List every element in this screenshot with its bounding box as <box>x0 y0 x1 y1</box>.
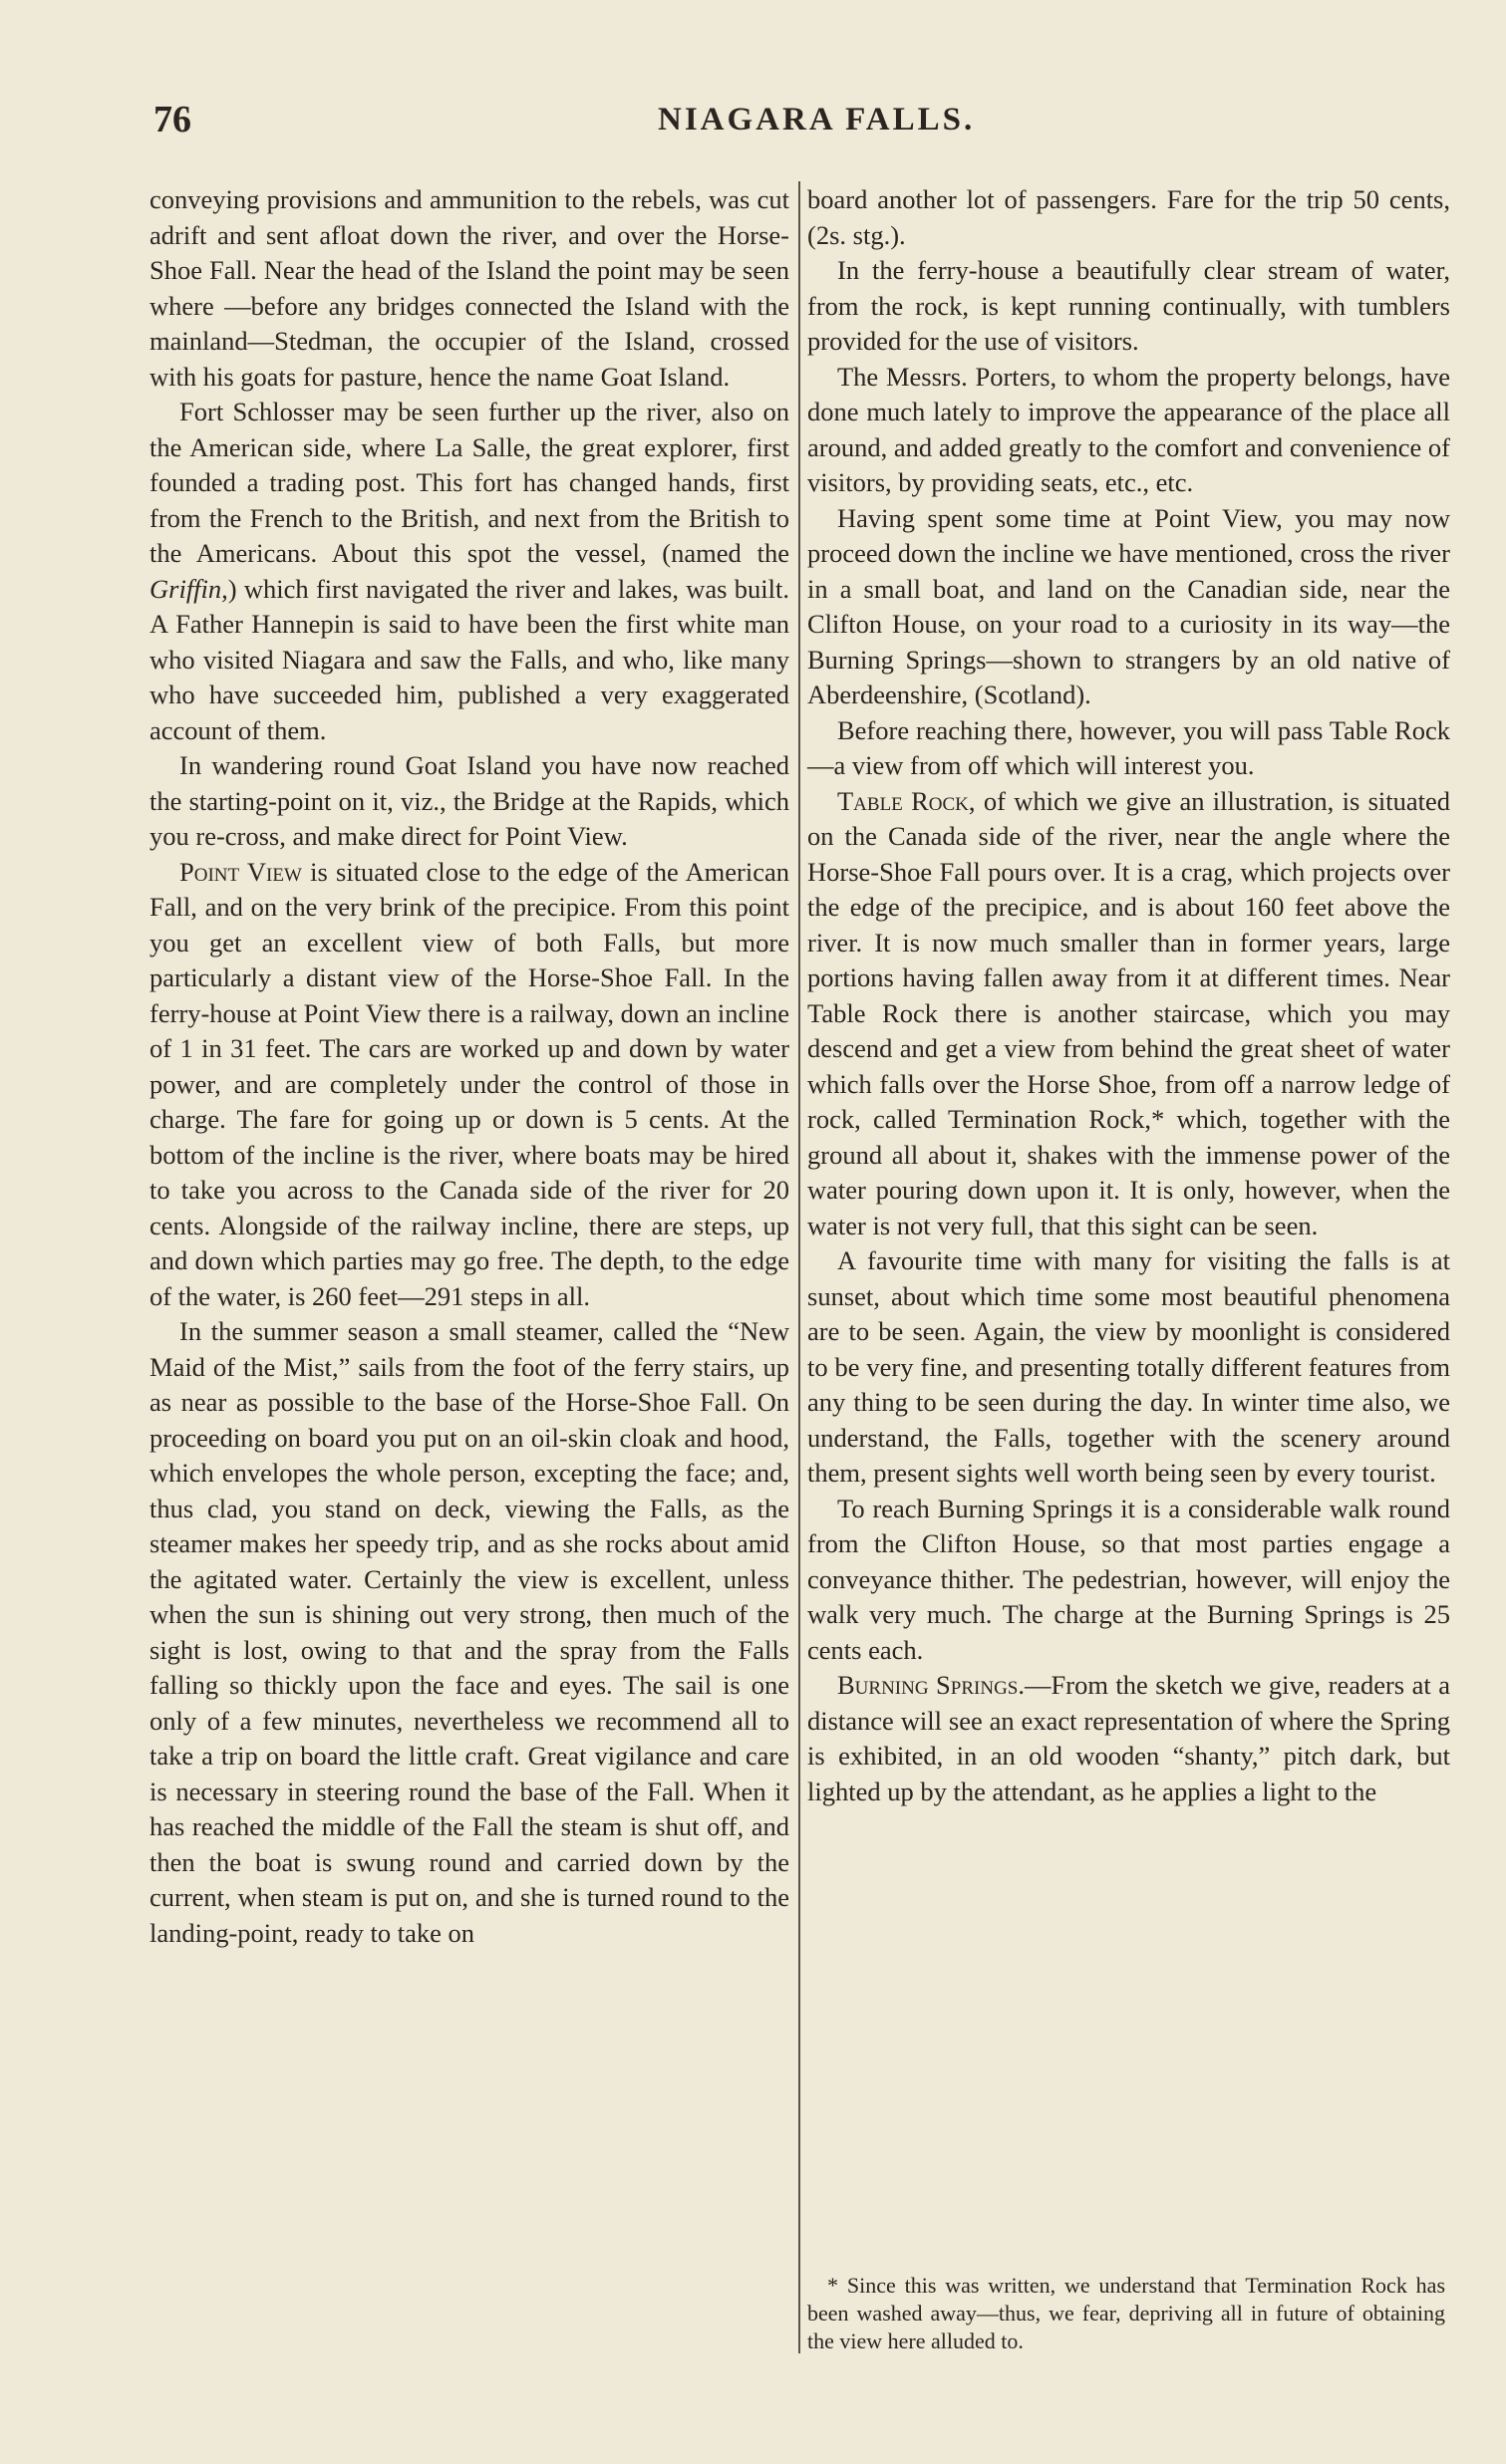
ship-name: Griffin, <box>150 573 228 604</box>
paragraph: conveying provisions and ammunition to the rebels, was cut adrift and sent afloat down the river, and over the Horse-Shoe Fall. Near the head of the Island the point may be seen where —before any bridges connected the Island with the mainland—Stedman, the occupier of the Island, crossed with his goats for pasture, hence the name Goat Island. <box>150 184 789 392</box>
section-heading: Table Rock, <box>837 785 976 816</box>
paragraph: Before reaching there, however, you will pass Table Rock—a view from off which will interest you. <box>807 714 1450 780</box>
section-heading: Burning Springs. <box>837 1670 1025 1700</box>
paragraph: To reach Burning Springs it is a considerable walk round from the Clifton House, so that most parties engage a conveyance thither. The pedestrian, however, will enjoy the walk very much. The charge at the Burning Springs is 25 cents each. <box>807 1493 1450 1665</box>
paragraph: In the summer season a small steamer, called the “New Maid of the Mist,” sails from the foot of the ferry stairs, up as near as possible to the base of the Horse-Shoe Fall. On proceeding on board you put on an oil-skin cloak and hood, which envelopes the whole person, excepting the face; and, thus clad, you stand on deck, viewing the Falls, as the steamer makes her speedy trip, and as she rocks about amid the agitated water. Certainly the view is excellent, unless when the sun is shining out very strong, then much of the sight is lost, owing to that and the spray from the Falls falling so thickly upon the face and eyes. The sail is one only of a few minutes, nevertheless we recommend all to take a trip on board the little craft. Great vigilance and care is necessary in steering round the base of the Fall. When it has reached the middle of the Fall the steam is shut off, and then the boat is swung round and carried down by the current, when steam is put on, and she is turned round to the landing-point, ready to take on <box>150 1316 789 1948</box>
paragraph: In the ferry-house a beautifully clear stream of water, from the rock, is kept running continually, with tumblers provided for the use of visitors. <box>807 255 1450 356</box>
footnote <box>807 2272 1445 2355</box>
paragraph: Table Rock, of which we give an illustration, is situated on the Canada side of the river, near the angle where the Horse-Shoe Fall pours over. It is a crag, which projects over the edge of the precipice, and is about 160 feet above the river. It is now much smaller than in former years, large portions having fallen away from it at different times. Near Table Rock there is another staircase, which you may descend and get a view from behind the great sheet of water which falls over the Horse Shoe, from off a narrow ledge of rock, called Termination Rock,* which, together with the ground all about it, shakes with the immense power of the water pouring down upon it. It is only, however, when the water is not very full, that this sight can be seen. <box>807 785 1450 1240</box>
footnote-text: * Since this was written, we understand that Termination Rock has been washed away—thus, we fear, depriving all in future of obtaining the view here alluded to. <box>807 2273 1445 2353</box>
page-number: 76 <box>153 99 191 140</box>
paragraph: Fort Schlosser may be seen further up the river, also on the American side, where La Salle, the great explorer, first founded a trading post. This fort has changed hands, first from the French to the British, and next from the British to the Americans. About this spot the vessel, (named the Griffin,) which first navigated the river and lakes, was built. A Father Hannepin is said to have been the first white man who visited Niagara and saw the Falls, and who, like many who have succeeded him, published a very exaggerated account of them. <box>150 397 789 745</box>
left-column <box>150 182 789 1951</box>
paragraph: A favourite time with many for visiting the falls is at sunset, about which time some most beautiful phenomena are to be seen. Again, the view by moonlight is considered to be very fine, and presenting totally different features from any thing to be seen during the day. In winter time also, we understand, the Falls, together with the scenery around them, present sights well worth being seen by every tourist. <box>807 1245 1450 1488</box>
paragraph: Having spent some time at Point View, you may now proceed down the incline we have mentioned, cross the river in a small boat, and land on the Canadian side, near the Clifton House, on your road to a curiosity in its way—the Burning Springs—shown to strangers by an old native of Aberdeenshire, (Scotland). <box>807 502 1450 709</box>
section-heading: Point View <box>179 856 302 887</box>
paragraph: Point View is situated close to the edge of the American Fall, and on the very brink of the precipice. From this point you get an excellent view of both Falls, but more particularly a distant view of the Horse-Shoe Fall. In the ferry-house at Point View there is a railway, down an incline of 1 in 31 feet. The cars are worked up and down by water power, and are completely under the control of those in charge. The fare for going up or down is 5 cents. At the bottom of the incline is the river, where boats may be hired to take you across to the Canada side of the river for 20 cents. Alongside of the railway incline, there are steps, up and down which parties may go free. The depth, to the edge of the water, is 260 feet—291 steps in all. <box>150 856 789 1311</box>
running-title: NIAGARA FALLS. <box>658 102 976 137</box>
paragraph: Burning Springs.—From the sketch we give, readers at a distance will see an exact representation of where the Spring is exhibited, in an old wooden “shanty,” pitch dark, but lighted up by the attendant, as he applies a light to the <box>807 1670 1450 1806</box>
right-column <box>807 182 1450 1809</box>
paragraph: In wandering round Goat Island you have now reached the starting-point on it, viz., the Bridge at the Rapids, which you re-cross, and make direct for Point View. <box>150 750 789 851</box>
column-divider <box>798 181 800 2353</box>
paragraph: board another lot of passengers. Fare for the trip 50 cents, (2s. stg.). <box>807 184 1450 250</box>
paragraph: The Messrs. Porters, to whom the property belongs, have done much lately to improve the appearance of the place all around, and added greatly to the comfort and convenience of visitors, by providing seats, etc., etc. <box>807 361 1450 497</box>
page-header <box>150 98 1445 147</box>
